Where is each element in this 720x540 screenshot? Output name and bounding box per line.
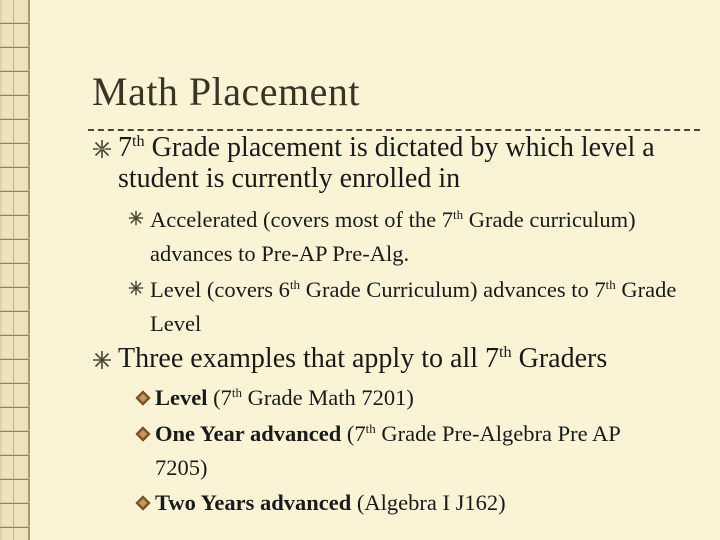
example-2-text-a: (7	[341, 421, 366, 446]
asterisk-star-icon	[128, 280, 144, 296]
example-1-text-a: (7	[207, 385, 232, 410]
slide-title: Math Placement	[92, 69, 361, 114]
bullet-2-text-b: Graders	[511, 343, 608, 374]
example-one-year-advanced	[155, 417, 670, 485]
sub-bullet-2-text-c: Grade Level	[150, 277, 677, 336]
diamond-bullet-icon	[135, 495, 151, 511]
bullet-three-examples	[118, 343, 698, 374]
sub-bullet-level	[150, 273, 690, 341]
example-level	[155, 381, 655, 415]
asterisk-star-icon	[128, 210, 144, 226]
bullet-1-text-a: 7	[118, 132, 132, 163]
example-1-sup: th	[231, 384, 243, 400]
sub-bullet-2-text-b: Grade Curriculum) advances to 7	[300, 277, 606, 302]
bullet-2-text-a: Three examples that apply to all 7	[118, 343, 499, 374]
bullet-1-text-b: Grade placement is dictated by which level a student is currently enrolled in	[118, 132, 655, 194]
example-3-text-a: (Algebra I J162)	[351, 490, 506, 515]
example-2-lead: One Year advanced	[155, 421, 342, 446]
left-decorative-border	[0, 0, 30, 540]
sub-bullet-accelerated	[150, 203, 670, 271]
example-1-lead: Level	[155, 385, 208, 410]
example-two-years-advanced	[155, 486, 675, 520]
example-2-text-b: Grade Pre-Algebra Pre AP 7205)	[155, 421, 620, 480]
bullet-2-sup: th	[498, 342, 512, 361]
example-1-text-b: Grade Math 7201)	[242, 385, 414, 410]
sub-bullet-1-text-b: Grade curriculum) advances to Pre-AP Pre-Alg.	[150, 207, 636, 266]
title-divider	[88, 129, 700, 131]
diamond-bullet-icon	[135, 390, 151, 406]
asterisk-star-icon	[92, 350, 112, 370]
diamond-bullet-icon	[135, 426, 151, 442]
sub-bullet-2-text-a: Level (covers 6	[150, 277, 290, 302]
sub-bullet-2-sup: th	[289, 276, 301, 292]
example-2-sup: th	[365, 420, 376, 436]
example-3-lead: Two Years advanced	[155, 490, 352, 515]
sub-bullet-1-sup: th	[453, 206, 464, 222]
asterisk-star-icon	[92, 139, 112, 159]
bullet-7th-grade-placement	[118, 132, 678, 194]
sub-bullet-1-text-a: Accelerated (covers most of the 7	[150, 207, 453, 232]
bullet-1-sup: th	[132, 131, 145, 150]
sub-bullet-2-sup2: th	[605, 276, 616, 292]
